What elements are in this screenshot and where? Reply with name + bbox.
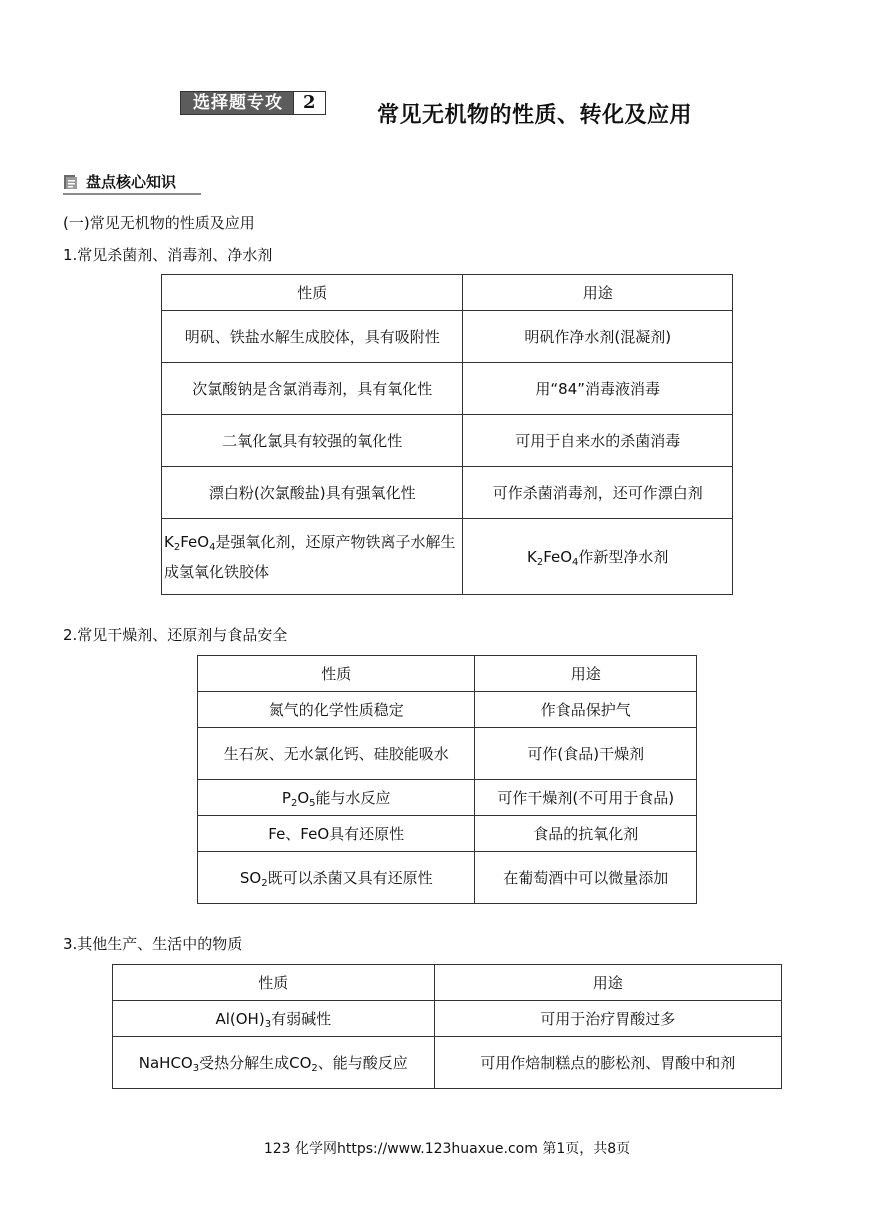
table-header-row	[198, 656, 697, 692]
use-cell: 可作(食品)干燥剂	[475, 728, 697, 780]
section-underline	[63, 193, 201, 195]
property-cell: 生石灰、无水氯化钙、硅胶能吸水	[198, 728, 475, 780]
use-cell: 可用作焙制糕点的膨松剂、胃酸中和剂	[434, 1037, 781, 1089]
column-header-property: 性质	[162, 275, 463, 311]
page-footer: 123 化学网https://www.123huaxue.com 第1页，共8页	[263, 1141, 631, 1157]
column-header-use: 用途	[475, 656, 697, 692]
part3-heading: 3.其他生产、生活中的物质	[63, 935, 243, 953]
use-cell: 可用于自来水的杀菌消毒	[463, 415, 733, 467]
use-cell: 明矾作净水剂(混凝剂)	[463, 311, 733, 363]
column-header-use: 用途	[434, 965, 781, 1001]
column-header-property: 性质	[113, 965, 435, 1001]
property-cell: $Al(OH)_3$有弱碱性	[113, 1001, 435, 1037]
column-header-property: 性质	[198, 656, 475, 692]
document-icon	[63, 174, 78, 190]
property-cell: $P_2O_5$能与水反应	[198, 780, 475, 816]
use-cell: 在葡萄酒中可以微量添加	[475, 852, 697, 904]
table-other-substances	[112, 964, 782, 1089]
table-row	[198, 816, 697, 852]
table-header-row	[113, 965, 782, 1001]
badge-label: 选择题专攻	[181, 92, 293, 114]
column-header-use: 用途	[463, 275, 733, 311]
use-cell: 作食品保护气	[475, 692, 697, 728]
chapter-title: 常见无机物的性质、转化及应用	[377, 103, 693, 128]
table-desiccants	[197, 655, 697, 904]
table-row	[162, 467, 733, 519]
property-cell: NaHCO$_3$受热分解生成$CO_2$、能与酸反应	[113, 1037, 435, 1089]
table-row	[113, 1037, 782, 1089]
table-row	[162, 519, 733, 595]
use-cell: 可用于治疗胃酸过多	[434, 1001, 781, 1037]
table-row	[198, 780, 697, 816]
table-header-row	[162, 275, 733, 311]
use-cell: 可作干燥剂(不可用于食品)	[475, 780, 697, 816]
use-cell: 用“84”消毒液消毒	[463, 363, 733, 415]
property-cell: $SO_2$既可以杀菌又具有还原性	[198, 852, 475, 904]
use-cell: 可作杀菌消毒剂，还可作漂白剂	[463, 467, 733, 519]
table-disinfectants	[161, 274, 733, 595]
subsection-heading: (一)常见无机物的性质及应用	[63, 214, 255, 232]
use-cell: $K_2FeO_4$作新型净水剂	[463, 519, 733, 595]
property-cell: 二氧化氯具有较强的氧化性	[162, 415, 463, 467]
badge-number: 2	[293, 92, 325, 114]
table-row	[162, 363, 733, 415]
part1-heading: 1.常见杀菌剂、消毒剂、净水剂	[63, 246, 273, 264]
section-title: 盘点核心知识	[86, 173, 177, 191]
part2-heading: 2.常见干燥剂、还原剂与食品安全	[63, 626, 288, 644]
table-row	[198, 692, 697, 728]
property-cell: Fe、FeO具有还原性	[198, 816, 475, 852]
property-cell: 漂白粉(次氯酸盐)具有强氧化性	[162, 467, 463, 519]
property-cell: $K_2FeO_4$是强氧化剂，还原产物铁离子水解生成氢氧化铁胶体	[162, 519, 463, 595]
table-row	[162, 311, 733, 363]
use-cell: 食品的抗氧化剂	[475, 816, 697, 852]
property-cell: 次氯酸钠是含氯消毒剂，具有氧化性	[162, 363, 463, 415]
property-cell: 明矾、铁盐水解生成胶体，具有吸附性	[162, 311, 463, 363]
table-row	[162, 415, 733, 467]
table-row	[198, 728, 697, 780]
table-row	[198, 852, 697, 904]
topic-badge	[180, 91, 326, 115]
property-cell: 氮气的化学性质稳定	[198, 692, 475, 728]
table-row	[113, 1001, 782, 1037]
